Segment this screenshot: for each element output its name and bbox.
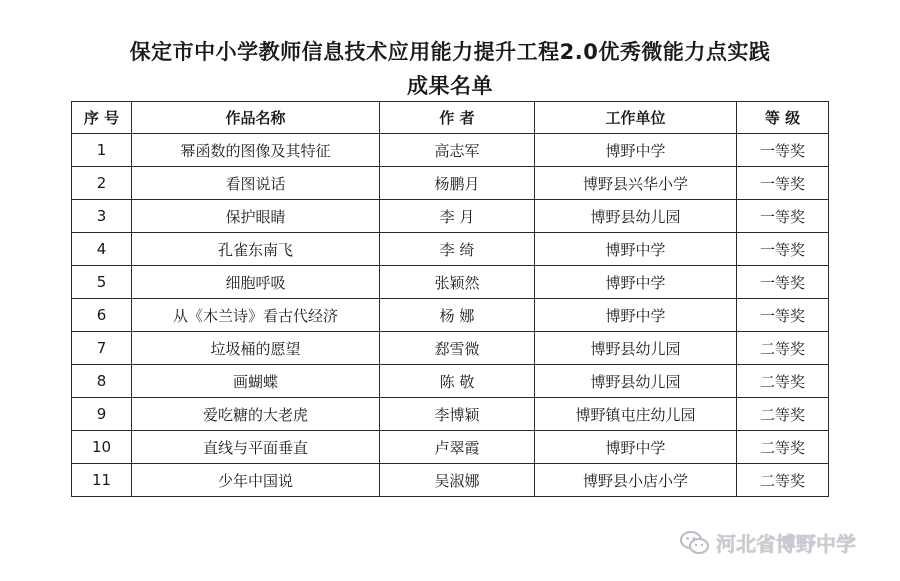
cell-level: 二等奖: [737, 332, 829, 365]
table-row: [72, 332, 829, 365]
table-row: [72, 464, 829, 497]
cell-work: 保护眼睛: [132, 200, 380, 233]
cell-unit: 博野县幼儿园: [535, 332, 737, 365]
table-row: [72, 398, 829, 431]
header-author: 作 者: [380, 102, 535, 134]
cell-level: 一等奖: [737, 299, 829, 332]
cell-level: 二等奖: [737, 431, 829, 464]
cell-work: 少年中国说: [132, 464, 380, 497]
cell-unit: 博野中学: [535, 299, 737, 332]
table-row: [72, 167, 829, 200]
cell-unit: 博野中学: [535, 266, 737, 299]
cell-work: 细胞呼吸: [132, 266, 380, 299]
cell-unit: 博野县幼儿园: [535, 365, 737, 398]
cell-no: 11: [72, 464, 132, 497]
cell-unit: 博野镇屯庄幼儿园: [535, 398, 737, 431]
cell-level: 二等奖: [737, 365, 829, 398]
cell-author: 张颖然: [380, 266, 535, 299]
table-row: [72, 431, 829, 464]
cell-no: 2: [72, 167, 132, 200]
document-title-line-1: 保定市中小学教师信息技术应用能力提升工程2.0优秀微能力点实践: [129, 40, 771, 64]
cell-author: 吴淑娜: [380, 464, 535, 497]
cell-work: 垃圾桶的愿望: [132, 332, 380, 365]
cell-no: 9: [72, 398, 132, 431]
watermark-text: 河北省博野中学: [716, 532, 856, 556]
header-work: 作品名称: [132, 102, 380, 134]
table-body: [72, 134, 829, 497]
watermark: [680, 528, 856, 557]
cell-unit: 博野县小店小学: [535, 464, 737, 497]
cell-no: 6: [72, 299, 132, 332]
cell-author: 卢翠霞: [380, 431, 535, 464]
cell-work: 画蝴蝶: [132, 365, 380, 398]
cell-work: 孔雀东南飞: [132, 233, 380, 266]
cell-author: 李博颖: [380, 398, 535, 431]
cell-no: 7: [72, 332, 132, 365]
cell-work: 看图说话: [132, 167, 380, 200]
cell-unit: 博野中学: [535, 431, 737, 464]
cell-no: 1: [72, 134, 132, 167]
cell-no: 4: [72, 233, 132, 266]
table-row: [72, 266, 829, 299]
cell-work: 从《木兰诗》看古代经济: [132, 299, 380, 332]
cell-author: 高志军: [380, 134, 535, 167]
cell-level: 一等奖: [737, 266, 829, 299]
cell-level: 一等奖: [737, 134, 829, 167]
cell-unit: 博野县幼儿园: [535, 200, 737, 233]
cell-no: 10: [72, 431, 132, 464]
cell-unit: 博野中学: [535, 134, 737, 167]
document-title-line-2: 成果名单: [407, 74, 493, 98]
header-unit: 工作单位: [535, 102, 737, 134]
header-level: 等 级: [737, 102, 829, 134]
cell-work: 幂函数的图像及其特征: [132, 134, 380, 167]
cell-level: 二等奖: [737, 464, 829, 497]
cell-level: 一等奖: [737, 200, 829, 233]
cell-author: 李 月: [380, 200, 535, 233]
table-row: [72, 365, 829, 398]
cell-level: 一等奖: [737, 167, 829, 200]
results-table: [71, 101, 829, 497]
header-no: 序 号: [72, 102, 132, 134]
cell-author: 杨鹏月: [380, 167, 535, 200]
cell-author: 杨 娜: [380, 299, 535, 332]
cell-no: 5: [72, 266, 132, 299]
cell-no: 8: [72, 365, 132, 398]
cell-unit: 博野中学: [535, 233, 737, 266]
table-row: [72, 299, 829, 332]
cell-author: 郄雪微: [380, 332, 535, 365]
cell-level: 二等奖: [737, 398, 829, 431]
cell-author: 李 绮: [380, 233, 535, 266]
wechat-icon: [680, 530, 710, 556]
table-row: [72, 233, 829, 266]
table-row: [72, 200, 829, 233]
cell-work: 爱吃糖的大老虎: [132, 398, 380, 431]
table-header-row: [72, 102, 829, 134]
cell-work: 直线与平面垂直: [132, 431, 380, 464]
cell-no: 3: [72, 200, 132, 233]
cell-level: 一等奖: [737, 233, 829, 266]
cell-author: 陈 敬: [380, 365, 535, 398]
cell-unit: 博野县兴华小学: [535, 167, 737, 200]
table-row: [72, 134, 829, 167]
